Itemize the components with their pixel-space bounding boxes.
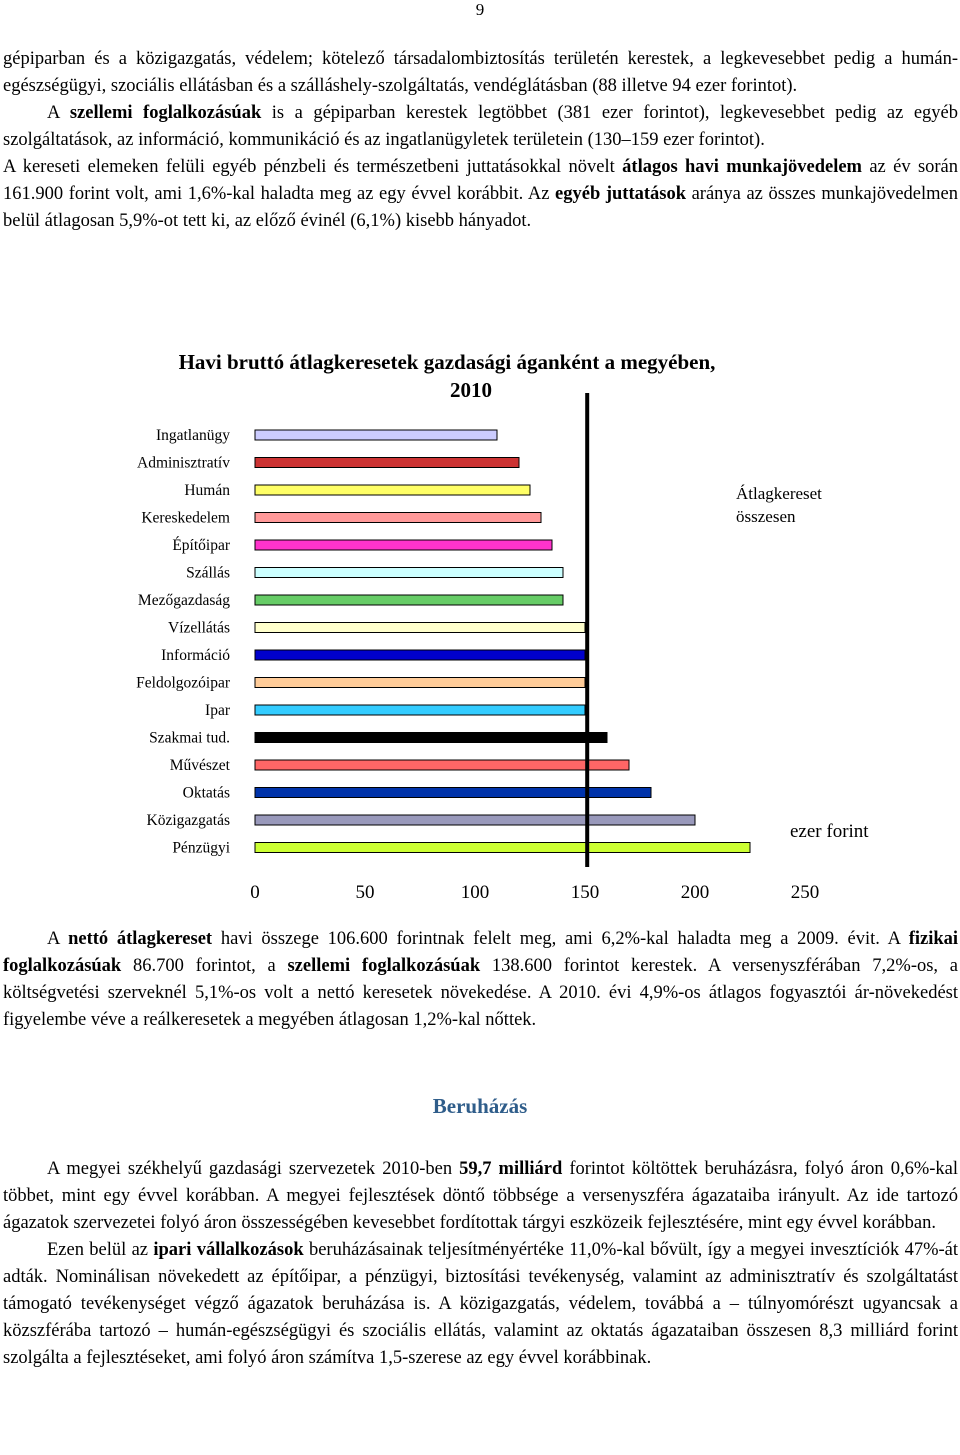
- bold-term: szellemi foglalkozásúak: [69, 103, 262, 123]
- category-label-5: Szállás: [186, 564, 230, 582]
- text-run: A: [47, 929, 60, 949]
- x-tick-0: 0: [250, 882, 260, 903]
- text-run: aránya az összes munkajövedelmen belül átlagosan 5,9%-ot tett ki, az előző évinél (6,1%) kisebb hányadot.: [3, 184, 958, 231]
- text-run: Az: [527, 184, 550, 204]
- text-run: beruházásainak teljesítményértéke 11,0%-kal bővült, így a megyei invesztíciók 47%-át adták. Nominálisan növekedett az építőipar, a pénzügyi, biztosítási tevékenység, valamint az adminisztratív és szolgáltatást támogató tevékenységet végző ágazatok beruházása is. A közigazgatás, védelem, továbbá a – túlnyomórészt ugyancsak a közszférába tartozó – humán-egészségügyi és szociális ellátás, valamint az oktatás ágazataiban összesen 8,3 milliárd forint szolgálta a fejlesztéseket, ami folyó áron számítva 1,5-szerese az egy évvel korábbinak.: [3, 1240, 959, 1368]
- category-label-13: Oktatás: [182, 784, 230, 802]
- category-labels: [136, 427, 231, 857]
- bold-term: egyéb juttatások: [555, 184, 686, 204]
- text-run: Ezen belül az: [47, 1240, 149, 1260]
- category-label-11: Szakmai tud.: [149, 729, 230, 747]
- category-label-9: Feldolgozóipar: [136, 674, 230, 692]
- chart-title-line2: 2010: [450, 378, 492, 402]
- investment-paragraph: [3, 1156, 958, 1372]
- x-tick-labels: [250, 882, 819, 903]
- bold-term: szellemi foglalkozásúak: [287, 956, 481, 976]
- bars-group: [255, 430, 750, 853]
- category-label-8: Információ: [161, 647, 230, 664]
- bold-term: átlagos havi munkajövedelem: [622, 157, 862, 177]
- unit-label: ezer forint: [790, 821, 869, 842]
- text-run: az év során 161.900 forint volt, ami 1,6%-kal haladta meg az egy évvel korábbit.: [3, 157, 959, 204]
- bar-1: [255, 458, 519, 468]
- bar-12: [255, 760, 629, 770]
- text-run: forintot költöttek beruházásra, folyó áron 0,6%-kal többet, mint egy évvel korábban. A megyei fejlesztések döntő többsége a versenyszféra ágazataiba irányult. Az ide tartozó ágazatok szervezetei folyó áron összességében kevesebbet fordítottak tárgyi eszközeik fejlesztésére, mint egy évvel korábban.: [3, 1159, 958, 1233]
- category-label-12: Művészet: [169, 757, 230, 774]
- x-tick-1: 50: [355, 882, 375, 903]
- bar-14: [255, 815, 695, 825]
- bar-2: [255, 485, 530, 495]
- category-label-15: Pénzügyi: [172, 839, 230, 857]
- text-run: A: [47, 103, 60, 123]
- text-run: is a gépiparban kerestek legtöbbet (381 ezer forintot), legkevesebbet pedig az egyéb szolgáltatások, az információ, kommunikáció és az ingatlanügyletek területein (130–159 ezer forintot).: [3, 103, 958, 150]
- category-label-14: Közigazgatás: [146, 812, 230, 829]
- category-label-0: Ingatlanügy: [155, 427, 230, 444]
- bold-term: 59,7 milliárd: [459, 1159, 563, 1179]
- category-label-4: Építőipar: [172, 537, 230, 554]
- category-label-1: Adminisztratív: [137, 454, 230, 472]
- intro-text-1: gépiparban és a közigazgatás, védelem; kötelező társadalombiztosítás területén kerestek, a legkevesebbet pedig a humán-egészségügyi, szociális ellátásban és a szálláshely-szolgáltatás, vendéglátásban (88 illetve 94 ezer forintot).: [3, 49, 958, 96]
- bar-15: [255, 843, 750, 853]
- text-run: havi összege 106.600 forintnak felelt meg, ami 6,2%-kal haladta meg a 2009. évit. A: [220, 929, 900, 949]
- bar-5: [255, 568, 563, 578]
- category-label-7: Vízellátás: [168, 619, 230, 637]
- bar-10: [255, 705, 585, 715]
- bar-7: [255, 623, 585, 633]
- bold-term: nettó átlagkereset: [68, 929, 213, 949]
- page-number: 9: [475, 0, 485, 19]
- text-run: A megyei székhelyű gazdasági szervezetek 2010-ben: [47, 1159, 453, 1179]
- category-label-3: Kereskedelem: [141, 509, 230, 527]
- bar-4: [255, 540, 552, 550]
- text-run: 138.600 forintot kerestek. A versenyszférában 7,2%-os, a költségvetési szerveknél 5,1%-os volt a nettó keresetek növekedése. A 2010. évi 4,9%-os átlagos fogyasztói ár-növekedést figyelembe véve a reálkeresetek a megyében átlagosan 1,2%-kal nőttek.: [3, 956, 959, 1030]
- bar-8: [255, 650, 585, 660]
- text-run: A kereseti elemeken felüli egyéb pénzbeli és természetbeni juttatásokkal növelt: [3, 157, 615, 177]
- bar-13: [255, 788, 651, 798]
- bar-6: [255, 595, 563, 605]
- x-tick-3: 150: [570, 882, 600, 903]
- bold-term: ipari vállalkozások: [153, 1240, 304, 1260]
- average-label-line2: összesen: [736, 507, 796, 526]
- bold-term: fizikai foglalkozásúak: [3, 929, 959, 976]
- average-label-line1: Átlagkereset: [736, 484, 822, 503]
- category-label-10: Ipar: [205, 702, 230, 719]
- x-tick-2: 100: [460, 882, 490, 903]
- x-tick-5: 250: [790, 882, 820, 903]
- net-earnings-paragraph: [3, 926, 958, 1034]
- bar-9: [255, 678, 585, 688]
- chart-title-line1: Havi bruttó átlagkeresetek gazdasági áganként a megyében,: [178, 350, 716, 374]
- x-tick-4: 200: [680, 882, 710, 903]
- bar-11: [255, 733, 607, 743]
- category-label-2: Humán: [184, 482, 230, 499]
- bar-3: [255, 513, 541, 523]
- earnings-bar-chart: [100, 345, 870, 910]
- bar-0: [255, 430, 497, 440]
- section-heading: Beruházás: [432, 1094, 528, 1118]
- intro-paragraph: [3, 46, 958, 235]
- category-label-6: Mezőgazdaság: [137, 592, 230, 609]
- text-run: 86.700 forintot, a: [132, 956, 276, 976]
